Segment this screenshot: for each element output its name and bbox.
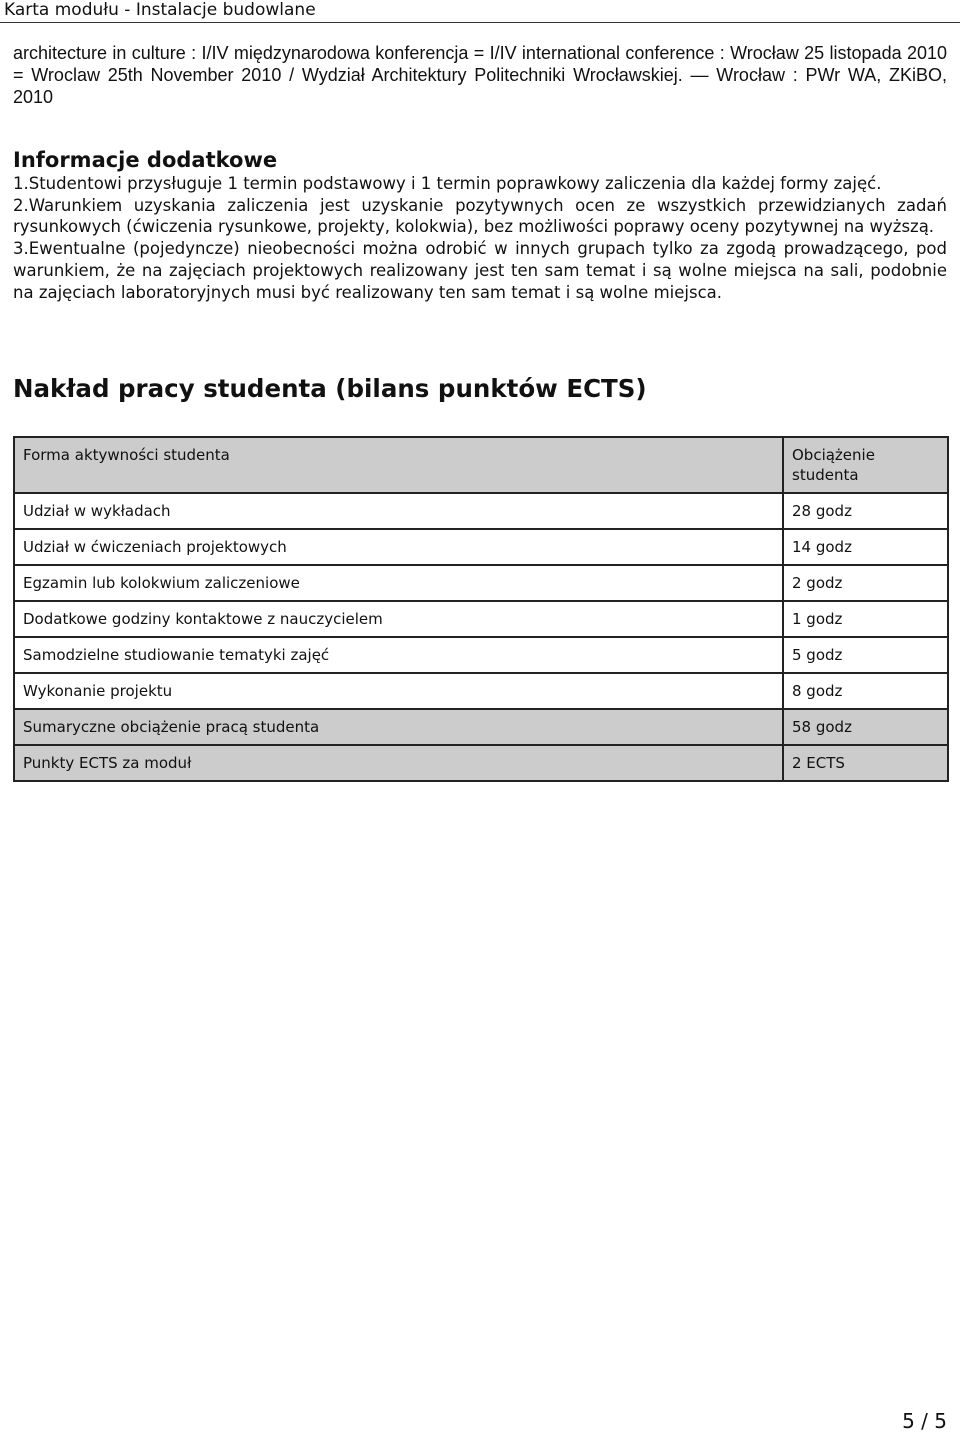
activity-cell: Egzamin lub kolokwium zaliczeniowe [15, 566, 784, 602]
activity-cell: Dodatkowe godziny kontaktowe z nauczycielem [15, 602, 784, 638]
activity-cell: Samodzielne studiowanie tematyki zajęć [15, 638, 784, 674]
table-row-ects [15, 746, 947, 780]
activity-cell: Punkty ECTS za moduł [15, 746, 784, 780]
table-row [15, 566, 947, 602]
additional-info-item: 2.Warunkiem uzyskania zaliczenia jest uzyskanie pozytywnych ocen ze wszystkich przewidzianych zadań rysunkowych (ćwiczenia rysunkowe, projekty, kolokwia), bez możliwości poprawy oceny pozytywnej na wyższą. [13, 195, 947, 237]
ects-workload-table [13, 436, 949, 782]
additional-info-item: 3.Ewentualne (pojedyncze) nieobecności można odrobić w innych grupach tylko za zgodą prowadzącego, pod warunkiem, że na zajęciach projektowych realizowany jest ten sam temat i są wolne miejsca na sali, podobnie na zajęciach laboratoryjnych musi być realizowany ten sam temat i są wolne miejsca. [13, 239, 947, 302]
load-cell: 2 godz [784, 566, 947, 602]
load-cell: 8 godz [784, 674, 947, 710]
table-row [15, 674, 947, 710]
bibliography-reference: architecture in culture : I/IV międzynarodowa konferencja = I/IV international conference : Wrocław 25 listopada 2010 = Wroclaw 25th November 2010 / Wydział Architektury Politechniki Wrocławskiej. — Wrocław : PWr WA, ZKiBO, 2010 [13, 43, 947, 107]
additional-info-item: 1.Studentowi przysługuje 1 termin podstawowy i 1 termin poprawkowy zaliczenia dla każdej formy zajęć. [13, 174, 882, 193]
load-cell: 28 godz [784, 494, 947, 530]
additional-info-heading: Informacje dodatkowe [13, 148, 278, 172]
column-header-load: Obciążenie studenta [784, 438, 947, 494]
load-cell: 58 godz [784, 710, 947, 746]
page-content [13, 42, 947, 782]
column-header-activity: Forma aktywności studenta [15, 438, 784, 494]
workload-heading: Nakład pracy studenta (bilans punktów ECTS) [13, 374, 647, 404]
document-title: Karta modułu - Instalacje budowlane [4, 0, 316, 20]
activity-cell: Udział w wykładach [15, 494, 784, 530]
table-row [15, 638, 947, 674]
table-header-row [15, 438, 947, 494]
table-row [15, 602, 947, 638]
activity-cell: Wykonanie projektu [15, 674, 784, 710]
load-cell: 1 godz [784, 602, 947, 638]
activity-cell: Udział w ćwiczeniach projektowych [15, 530, 784, 566]
table-row-summary [15, 710, 947, 746]
load-cell: 14 godz [784, 530, 947, 566]
activity-cell: Sumaryczne obciążenie pracą studenta [15, 710, 784, 746]
page-number: 5 / 5 [902, 1409, 947, 1433]
table-row [15, 494, 947, 530]
load-cell: 2 ECTS [784, 746, 947, 780]
table-row [15, 530, 947, 566]
load-cell: 5 godz [784, 638, 947, 674]
page-header [0, 0, 960, 23]
